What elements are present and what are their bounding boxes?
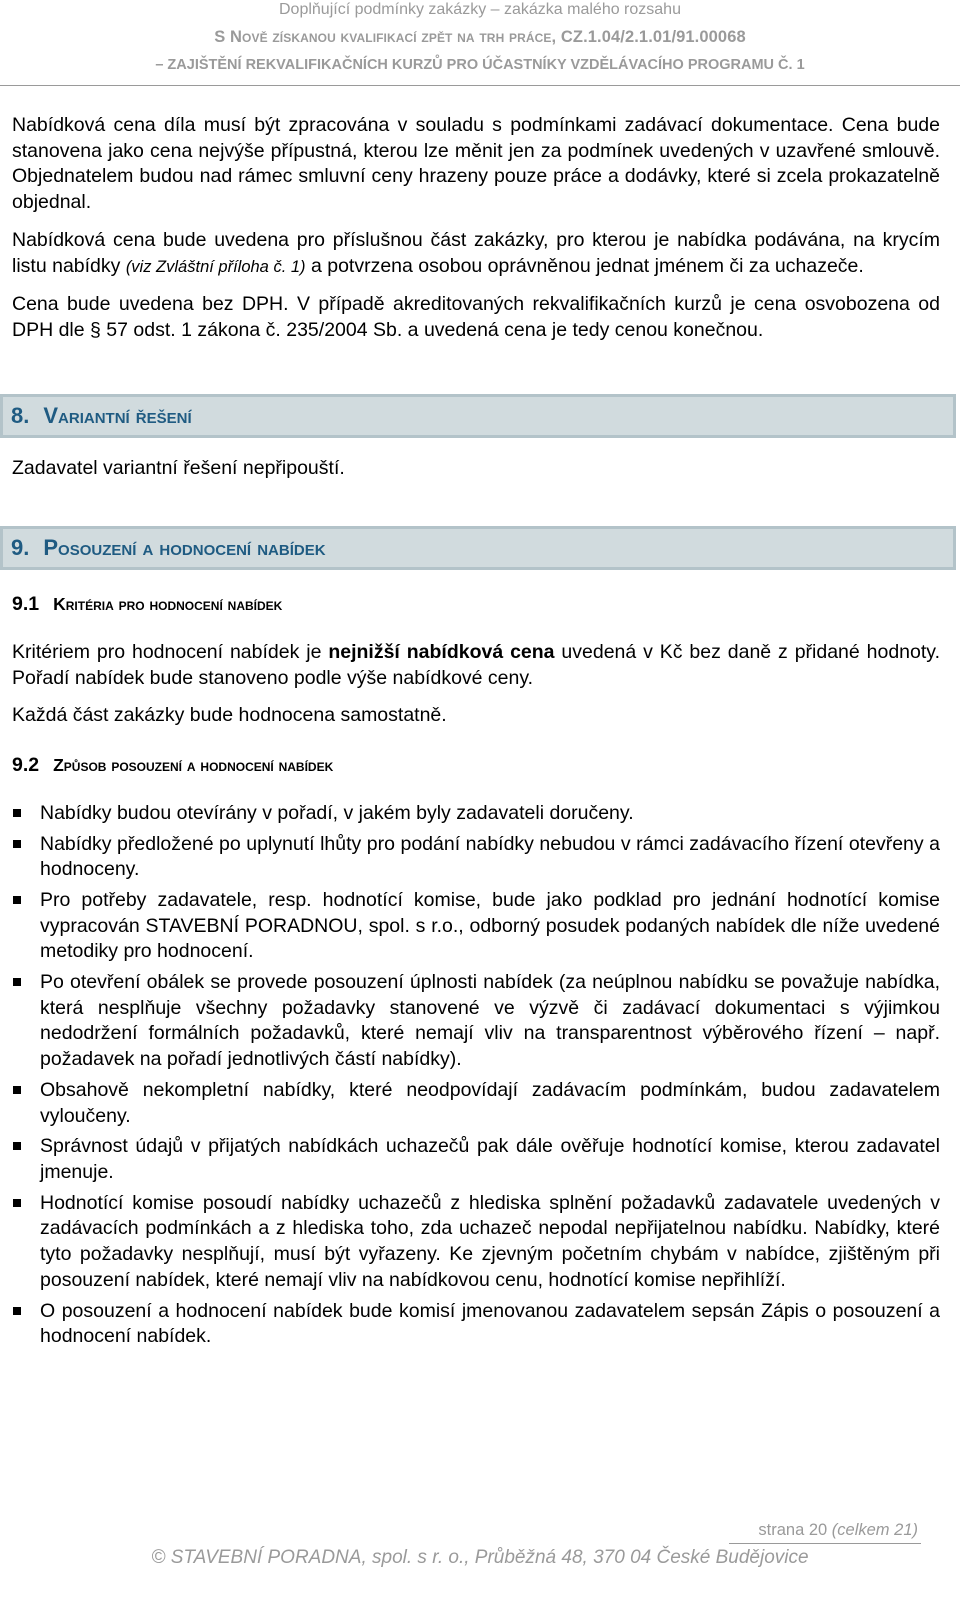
evaluation-bullet-list (12, 801, 940, 1350)
bullet-text: Obsahově nekompletní nabídky, které neodpovídají zadávacím podmínkám, budou zadavatelem vyloučeny. (40, 1078, 940, 1127)
section-8-number: 8. (11, 402, 30, 428)
subsection-9-1-heading (12, 592, 940, 618)
bullet-item (12, 1134, 940, 1185)
subsection-9-1-number: 9.1 (12, 593, 40, 616)
bullet-square-icon (13, 896, 21, 904)
bullet-square-icon (13, 840, 21, 848)
page-number (0, 1521, 918, 1540)
bullet-text: Po otevření obálek se provede posouzení úplnosti nabídek (za neúplnou nabídku se považuje nabídka, která nesplňuje všechny požadavky stanovené ve výzvě či zadávací dokumentaci s výjimkou nedodržení formálních požadavků, které nemají vliv na transparentnost výběrového řízení – např. požadavek na pořadí jednotlivých částí nabídky). (40, 971, 940, 1071)
section-9-title: Posouzení a hodnocení nabídek (43, 535, 326, 561)
bullet-text: Správnost údajů v přijatých nabídkách uchazečů pak dále ověřuje hodnotící komise, kterou zadavatel jmenuje. (40, 1135, 940, 1183)
criteria-text: Kritériem pro hodnocení nabídek je (12, 641, 329, 664)
subsection-9-2-heading (12, 753, 940, 779)
bullet-text: Pro potřeby zadavatele, resp. hodnotící komise, bude jako podklad pro jednání hodnotící komise vypracován STAVEBNÍ PORADNOU, spol. s r.o., odborný posudek podaných nabídek dle níže uvedené metodiky pro hodnocení. (40, 888, 940, 963)
page-content (12, 113, 940, 1355)
footer-rule (729, 1543, 921, 1544)
bullet-item (12, 832, 940, 883)
bullet-item (12, 970, 940, 1073)
subsection-9-2-number: 9.2 (12, 754, 40, 777)
bullet-text: Hodnotící komise posoudí nabídky uchazečů z hlediska splnění požadavků zadavatele uvedených v zadávacích podmínkách a z hlediska toho, zda uchazeč nepodal nepřijatelnou nabídku. Nabídky, které tyto požadavky nesplňují, musí být vyřazeny. Ke zjevným početním chybám v nabídce, zjištěným při posouzení nabídek, které nemají vliv na nabídkovou cenu, hodnotící komise nepřihlíží. (40, 1191, 940, 1291)
subsection-9-2-title: Způsob posouzení a hodnocení nabídek (53, 755, 334, 776)
criteria-paragraph (12, 640, 940, 691)
page-number-text: strana 20 (758, 1521, 832, 1539)
criteria-paragraph-2: Každá část zakázky bude hodnocena samostatně. (12, 704, 447, 727)
bullet-text: O posouzení a hodnocení nabídek bude komisí jmenovanou zadavatelem sepsán Zápis o posouzení a hodnocení nabídek. (40, 1299, 940, 1348)
intro-paragraph-1: Nabídková cena díla musí být zpracována v souladu s podmínkami zadávací dokumentace. Cena bude stanovena jako cena nejvýše přípustná, kterou lze měnit jen za podmínek uvedených v uzavřené smlouvě. Objednatelem budou nad rámec smluvní ceny hrazeny pouze práce a dodávky, které si zcela prokazatelně objednal. (12, 114, 940, 214)
bullet-item (12, 1299, 940, 1350)
footer-address: © STAVEBNÍ PORADNA, spol. s r. o., Průběžná 48, 370 04 České Budějovice (151, 1547, 809, 1568)
bullet-square-icon (13, 1086, 21, 1094)
subsection-9-1-title: Kritéria pro hodnocení nabídek (53, 594, 283, 615)
bullet-text: Nabídky předložené po uplynutí lhůty pro podání nabídky nebudou v rámci zadávacího řízení otevřeny a hodnoceny. (40, 832, 940, 881)
section-8-heading (0, 394, 956, 438)
bullet-item (12, 888, 940, 965)
header-line-3: – ZAJIŠTĚNÍ REKVALIFIKAČNÍCH KURZŮ PRO ÚČASTNÍKY VZDĚLÁVACÍHO PROGRAMU Č. 1 (155, 57, 805, 73)
page-total: (celkem 21) (831, 1521, 918, 1539)
page-header (0, 0, 960, 88)
intro-paragraph-2 (12, 228, 940, 280)
intro-p2-text: Nabídková cena bude uvedena pro příslušnou část zakázky, pro kterou je nabídka podávána, na krycím listu nabídky (12, 228, 940, 277)
intro-p2-reference: (viz Zvláštní příloha č. 1) (125, 257, 306, 276)
intro-paragraph-3: Cena bude uvedena bez DPH. V případě akreditovaných rekvalifikačních kurzů je cena osvobozena od DPH dle § 57 odst. 1 zákona č. 235/2004 Sb. a uvedená cena je tedy cenou konečnou. (12, 293, 940, 341)
bullet-square-icon (13, 1307, 21, 1315)
criteria-highlight: nejnižší nabídková cena (328, 641, 555, 664)
header-line-2: S Nově získanou kvalifikací zpět na trh práce, CZ.1.04/2.1.01/91.00068 (214, 28, 746, 46)
section-9-heading (0, 526, 956, 570)
bullet-item (12, 1078, 940, 1129)
bullet-square-icon (13, 809, 21, 817)
header-rule (0, 85, 960, 86)
section-8-title: Variantní řešení (43, 402, 192, 428)
section-8-text: Zadavatel variantní řešení nepřipouští. (12, 456, 345, 479)
bullet-square-icon (13, 1199, 21, 1207)
bullet-text: Nabídky budou otevírány v pořadí, v jakém byly zadavateli doručeny. (40, 801, 634, 824)
criteria-text-end: uvedená v Kč bez daně z přidané hodnoty. Pořadí nabídek bude stanoveno podle výše nabídkové ceny. (12, 641, 940, 689)
header-line-1: Doplňující podmínky zakázky – zakázka malého rozsahu (279, 1, 681, 18)
section-9-number: 9. (11, 535, 30, 561)
bullet-square-icon (13, 978, 21, 986)
bullet-square-icon (13, 1142, 21, 1150)
intro-p2-text-end: a potvrzena osobou oprávněnou jednat jménem či za uchazeče. (305, 254, 864, 277)
bullet-item (12, 1191, 940, 1294)
bullet-item (12, 801, 940, 827)
